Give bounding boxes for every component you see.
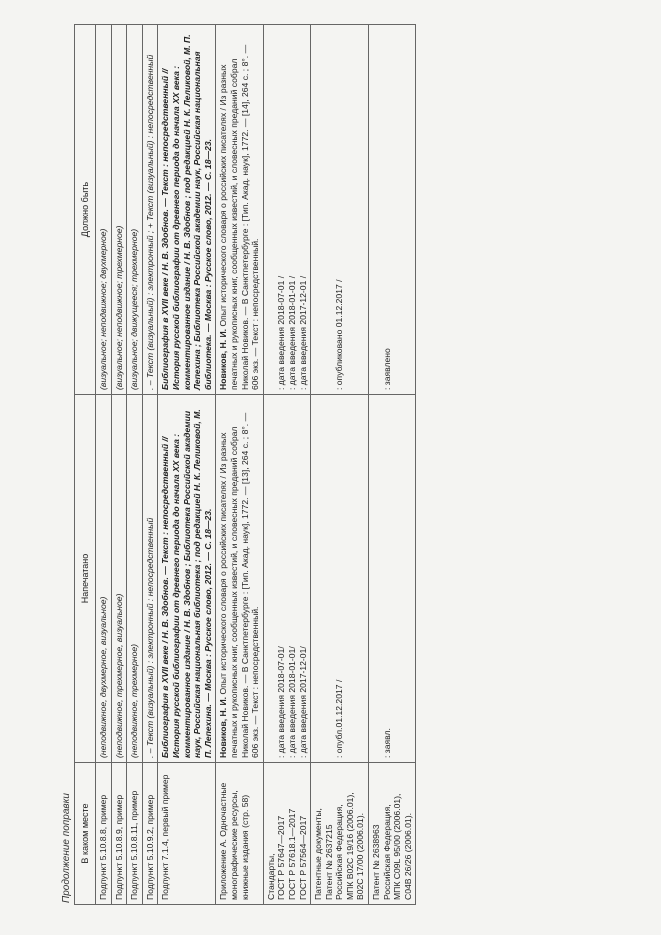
cell-printed bbox=[311, 395, 369, 763]
header-where: В каком месте bbox=[75, 763, 96, 905]
cell-where: Подпункт 7.1.4, первый пример bbox=[158, 763, 216, 905]
line: : дата введения 2017-12-01/ bbox=[297, 646, 308, 758]
cell-should-be: (визуальное; неподвижное; двухмерное) bbox=[96, 25, 112, 395]
line bbox=[371, 399, 382, 758]
line: ГОСТ Р 57647—2017 bbox=[276, 815, 287, 900]
cell-should-be: (визуальное; движущееся; трехмерное) bbox=[127, 25, 143, 395]
cell-should-be: (визуальное; неподвижное; трехмерное) bbox=[111, 25, 127, 395]
line bbox=[266, 29, 277, 390]
author-name: Новиков, Н. И. bbox=[218, 328, 229, 390]
table-row bbox=[158, 25, 216, 905]
line: ГОСТ Р 57564—2017 bbox=[297, 815, 308, 900]
cell-should-be: Библиография в XVII веке / Н. В. Здобнов. — Текст : непосредственный // История русской библиографии от древнего периода до начала XX века : комментированное издание / Н. В. Здобнов ; под редакцией Н. К. Леликовой, М. П. Лепехина ; Библиотека Российской академии наук, Российская национальная библиотека. — Москва : Русское слово, 2012. — С. 18—23. bbox=[158, 25, 216, 395]
citation-text: Опыт исторического словаря о российских писателях / Из разных печатных и рукописных книг, сообщенных известий, и словесных преданий собрал Николай Новиков. — В Санктпетербурге : [Тип. Акад. наук], 1772. — [14], 264 с. ; 8°. — 606 экз. — Текст : непосредственный. bbox=[218, 44, 261, 390]
cell-printed bbox=[263, 395, 310, 763]
table-row bbox=[311, 25, 369, 905]
table-row bbox=[142, 25, 158, 905]
line bbox=[313, 29, 324, 390]
line: Патентные документы, bbox=[313, 808, 324, 900]
table-row bbox=[127, 25, 143, 905]
line: : дата введения 2018-01-01 / bbox=[286, 275, 297, 390]
line: : дата введения 2018-07-01 / bbox=[276, 275, 287, 390]
line: : заявлено bbox=[381, 348, 392, 390]
table-caption: Продолжение поправки bbox=[61, 793, 72, 903]
line: : опубл.01.12.2017 / bbox=[334, 679, 345, 758]
cell-printed bbox=[369, 395, 416, 763]
header-printed: Напечатано bbox=[75, 395, 96, 763]
cell-should-be bbox=[263, 25, 310, 395]
cell-should-be bbox=[311, 25, 369, 395]
line: Российская Федерация, bbox=[381, 804, 392, 900]
cell-where bbox=[369, 763, 416, 905]
cell-where: Подпункт 5.10.8.9, пример bbox=[111, 763, 127, 905]
line: Патент № 2637215 bbox=[323, 824, 334, 900]
cell-printed: (неподвижное, двухмерное, визуальное) bbox=[96, 395, 112, 763]
line: : дата введения 2018-07-01/ bbox=[276, 646, 287, 758]
cell-should-be: . – Текст (визуальный) : электронный ; + Текст (визуальный) : непосредственный bbox=[142, 25, 158, 395]
line bbox=[371, 29, 382, 390]
cell-printed: Библиография в XVII веке / Н. В. Здобнов. — Текст : непосредственный // История русской библиографии от древнего периода до начала XX века : комментированное издание / Н. В. Здобнов ; Библиотека Российской академии наук, Российская национальная библиотека ; под редакцией Н. К. Леликовой, М. П. Лепехина. — Москва : Русское слово, 2012. — С. 18—23. bbox=[158, 395, 216, 763]
cell-should-be bbox=[369, 25, 416, 395]
cell-where: Подпункт 5.10.8.11, пример bbox=[127, 763, 143, 905]
cell-printed bbox=[216, 395, 263, 763]
cell-printed: (неподвижное, трехмерное) bbox=[127, 395, 143, 763]
line: : опубликовано 01.12.2017 / bbox=[334, 279, 345, 390]
table-header-row bbox=[75, 25, 96, 905]
line: Патент № 2638963 bbox=[371, 824, 382, 900]
cell-should-be bbox=[216, 25, 263, 395]
line bbox=[313, 399, 324, 758]
cell-where bbox=[311, 763, 369, 905]
line: Стандарты, bbox=[265, 853, 276, 900]
correction-table bbox=[74, 24, 416, 905]
table-row bbox=[369, 25, 416, 905]
table-row bbox=[263, 25, 310, 905]
header-should-be: Должно быть bbox=[75, 25, 96, 395]
line bbox=[324, 399, 335, 758]
line bbox=[266, 399, 277, 758]
line: МПК C09L 95/00 (2006.01), bbox=[392, 793, 403, 900]
table-row bbox=[96, 25, 112, 905]
rotated-table-block bbox=[60, 25, 620, 905]
cell-printed: . – Текст (визуальный) : электронный : непосредственный bbox=[142, 395, 158, 763]
line: : дата введения 2018-01-01/ bbox=[286, 646, 297, 758]
line bbox=[324, 29, 335, 390]
line: : дата введения 2017-12-01 / bbox=[297, 275, 308, 390]
line: B02C 17/00 (2006.01). bbox=[355, 813, 366, 900]
cell-where: Подпункт 5.10.8.8, пример bbox=[96, 763, 112, 905]
cell-where: Приложение А. Одночастные монографические ресурсы, книжные издания (стр. 58) bbox=[216, 763, 263, 905]
line: C04B 26/26 (2006.01). bbox=[402, 813, 413, 900]
cell-printed: (неподвижное, трехмерное, визуальное) bbox=[111, 395, 127, 763]
line: МПК B02C 19/16 (2006.01), bbox=[344, 792, 355, 900]
line: ГОСТ Р 57618.1—2017 bbox=[286, 808, 297, 900]
cell-where: Подпункт 5.10.9.2, пример bbox=[142, 763, 158, 905]
cell-where bbox=[263, 763, 310, 905]
author-name: Новиков, Н. И. bbox=[218, 696, 229, 758]
line: Российская Федерация, bbox=[334, 804, 345, 900]
table-row bbox=[111, 25, 127, 905]
line: : заявл. bbox=[381, 728, 392, 758]
citation-text: Опыт исторического словаря о российских писателях / Из разных печатных и рукописных книг, сообщенных известий, и словесных преданий собрал Николай Новиков. — В Санктпетербурге : [Тип. Акад. наук], 1772. — [13], 264 с. ; 8°. — 606 экз. — Текст : непосредственный. bbox=[218, 412, 261, 758]
table-row bbox=[216, 25, 263, 905]
